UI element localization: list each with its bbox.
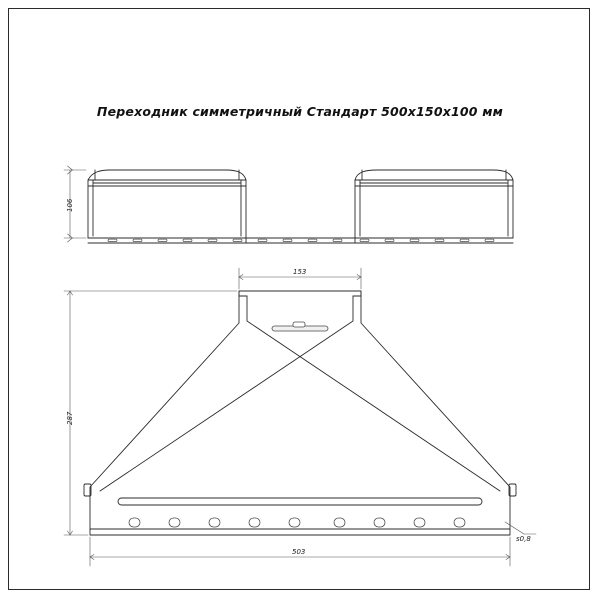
dimension-label-thickness-s08: s0,8 xyxy=(516,535,531,543)
dimension-label-width-503: 503 xyxy=(292,548,306,556)
dimension-label-width-153: 153 xyxy=(293,268,307,276)
top-view-geometry xyxy=(88,170,513,243)
front-view-top-slot xyxy=(272,322,328,331)
page-title: Переходник симметричный Стандарт 500х150х100 мм xyxy=(96,104,504,119)
top-view-slots xyxy=(108,239,494,241)
dimension-label-height-106: 106 xyxy=(66,198,74,212)
dimension-lines xyxy=(64,166,536,566)
dimension-label-height-287: 287 xyxy=(66,411,74,425)
front-view-oval-holes xyxy=(129,518,465,527)
